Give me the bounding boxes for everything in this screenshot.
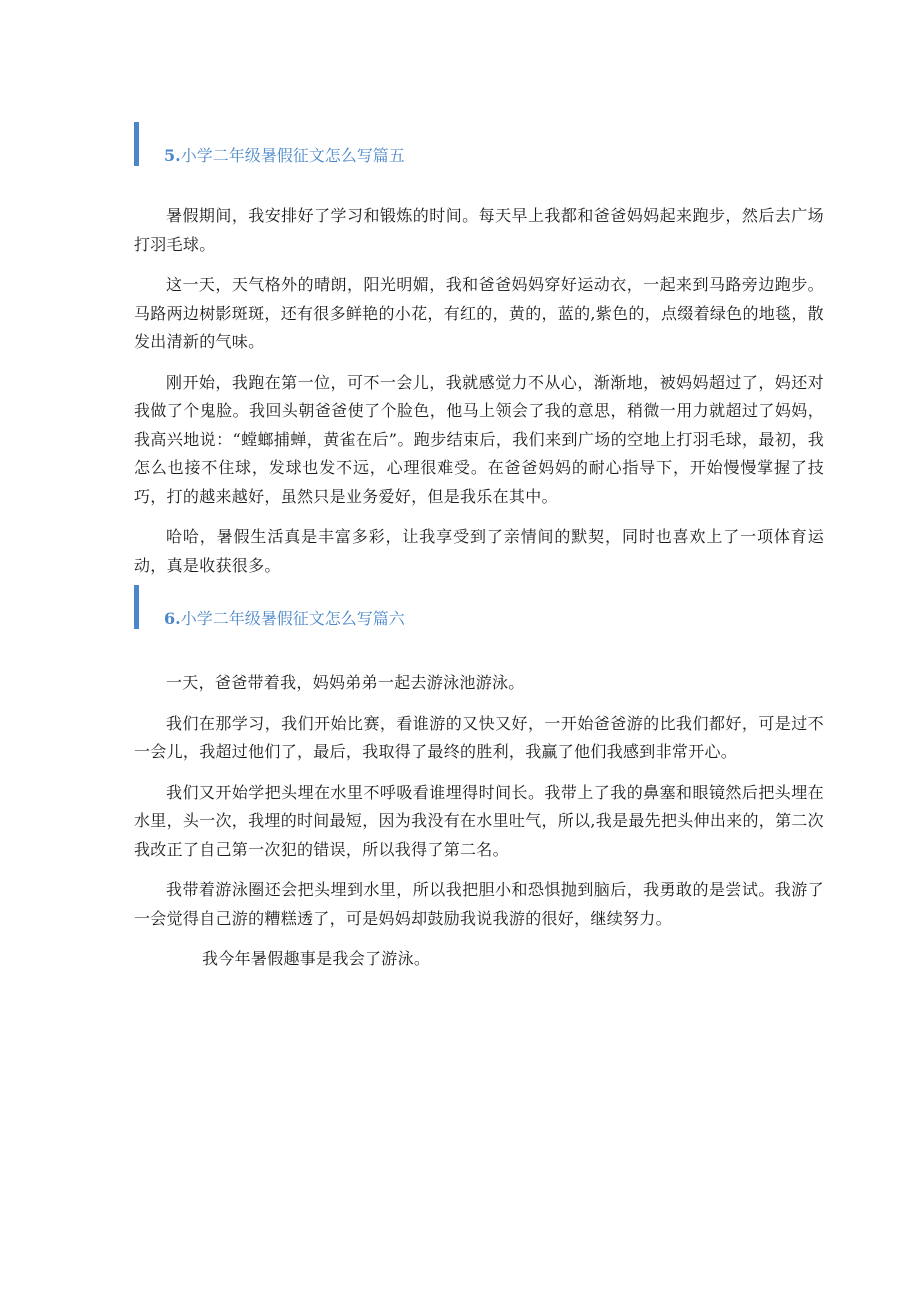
- paragraph: 刚开始，我跑在第一位，可不一会儿，我就感觉力不从心，渐渐地，被妈妈超过了，妈还对我做了个鬼脸。我回头朝爸爸使了个脸色，他马上领会了我的意思，稍微一用力就超过了妈妈，我高兴地说：“螳螂捕蝉，黄雀在后”。跑步结束后，我们来到广场的空地上打羽毛球，最初，我怎么也接不住球，发球也发不远，心理很难受。在爸爸妈妈的耐心指导下，开始慢慢掌握了技巧，打的越来越好，虽然只是业务爱好，但是我乐在其中。: [134, 372, 824, 506]
- section-title-text: 小学二年级暑假征文怎么写篇六: [180, 609, 405, 628]
- paragraph: 我们又开始学把头埋在水里不呼吸看谁埋得时间长。我带上了我的鼻塞和眼镜然后把头埋在水里，头一次，我埋的时间最短，因为我没有在水里吐气，所以,我是最先把头伸出来的，第二次我改正了自己第一次犯的错误，所以我得了第二名。: [134, 782, 824, 859]
- section-title: [164, 146, 405, 166]
- paragraph: 哈哈，暑假生活真是丰富多彩，让我享受到了亲情间的默契，同时也喜欢上了一项体育运动，真是收获很多。: [134, 527, 824, 575]
- paragraph: 我们在那学习，我们开始比赛，看谁游的又快又好，一开始爸爸游的比我们都好，可是过不一会儿，我超过他们了，最后，我取得了最终的胜利，我赢了他们我感到非常开心。: [134, 713, 824, 761]
- section-body: [134, 202, 824, 580]
- paragraph: 这一天，天气格外的晴朗，阳光明媚，我和爸爸妈妈穿好运动衣，一起来到马路旁边跑步。马路两边树影斑斑，还有很多鲜艳的小花，有红的，黄的，蓝的,紫色的，点缀着绿色的地毯，散发出清新的气味。: [134, 275, 824, 351]
- paragraph: 一天，爸爸带着我，妈妈弟弟一起去游泳池游泳。: [166, 673, 525, 692]
- section-title: [164, 609, 405, 629]
- section-number: 6.: [164, 609, 181, 628]
- section-number: 5.: [164, 146, 181, 165]
- section-heading: [134, 585, 824, 629]
- heading-accent-bar: [134, 585, 139, 629]
- section-heading: [134, 122, 824, 166]
- paragraph: 我带着游泳圈还会把头埋到水里，所以我把胆小和恐惧抛到脑后，我勇敢的是尝试。我游了一会觉得自己游的糟糕透了，可是妈妈却鼓励我说我游的很好，继续努力。: [134, 880, 824, 928]
- paragraph: 暑假期间，我安排好了学习和锻炼的时间。每天早上我都和爸爸妈妈起来跑步，然后去广场打羽毛球。: [134, 206, 824, 254]
- section-6: [134, 585, 824, 986]
- paragraph: 我今年暑假趣事是我会了游泳。: [202, 949, 431, 968]
- section-5: [134, 122, 824, 592]
- section-body: [134, 669, 824, 974]
- section-title-text: 小学二年级暑假征文怎么写篇五: [180, 146, 405, 165]
- heading-accent-bar: [134, 122, 139, 166]
